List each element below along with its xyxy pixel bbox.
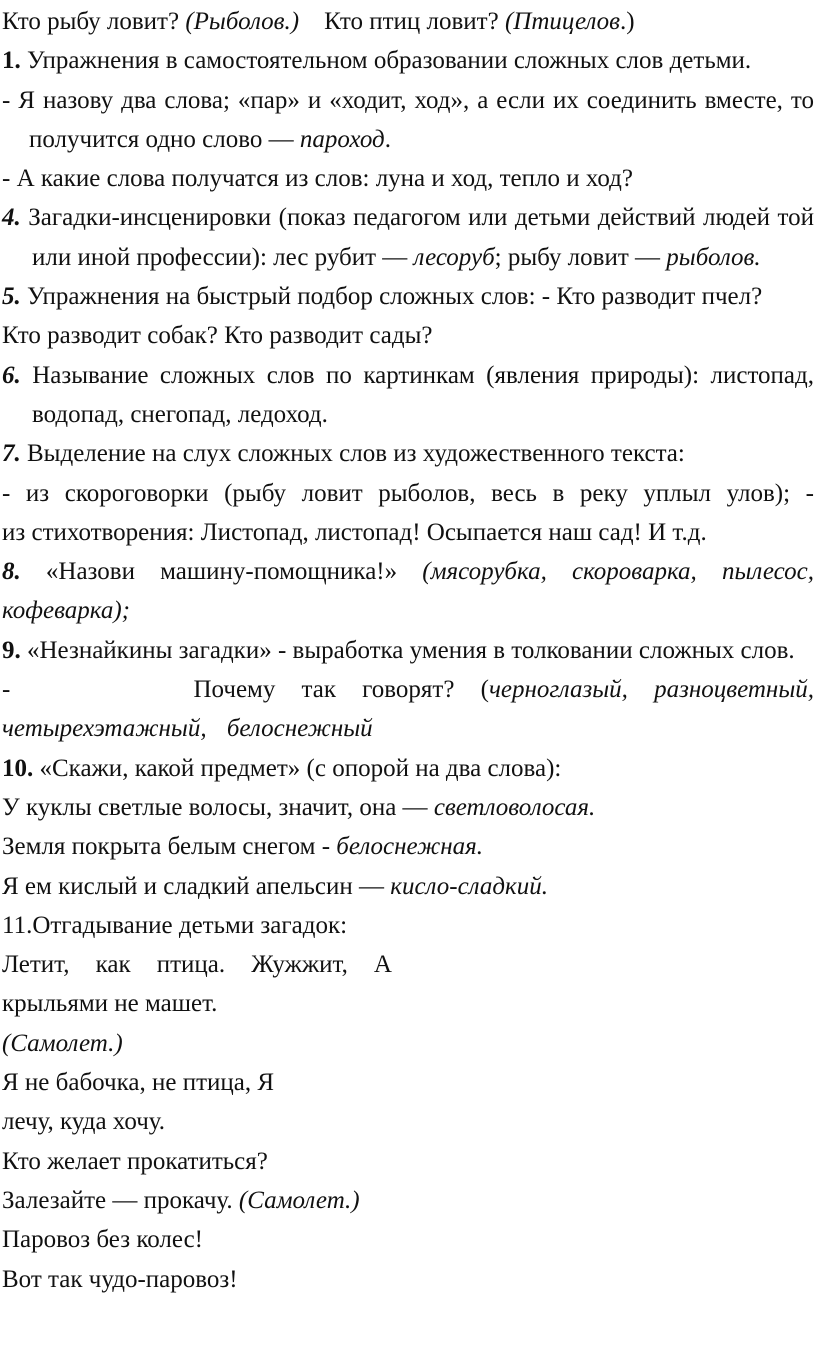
riddle-text: Кто желает прокатиться? <box>2 1147 268 1175</box>
paragraph <box>2 906 814 945</box>
punctuation: .) <box>620 8 635 35</box>
paragraph <box>2 513 814 552</box>
emphasis-text: светловолосая <box>433 793 589 821</box>
item-number: 5. <box>2 283 21 311</box>
punctuation: . <box>588 793 596 821</box>
paragraph <box>2 316 814 355</box>
numbered-item-4 <box>2 198 814 277</box>
item-text: ; рыбу ловит — <box>494 243 667 271</box>
riddle-line <box>2 1102 814 1141</box>
paragraph <box>2 159 814 198</box>
dash: - <box>2 676 11 704</box>
emphasis-text: белоснежная <box>336 833 477 861</box>
numbered-item-5 <box>2 277 814 316</box>
riddle-line <box>2 984 814 1023</box>
numbered-item-6 <box>2 356 814 435</box>
item-number: 8. <box>2 558 21 586</box>
item-text: Загадки-инсценировки (показ педагогом или детьми действий людей той или иной профессии): лес рубит — <box>28 204 814 271</box>
emphasis-text: черноглазый, разноцветный, четырехэтажный, белоснежный <box>2 676 815 743</box>
item-text: «Назови машину-помощника!» <box>20 558 423 586</box>
paragraph-text: Почему так говорят? ( <box>193 676 489 704</box>
punctuation: . <box>476 833 484 861</box>
riddle-answer <box>2 1024 814 1063</box>
item-number: 7. <box>2 440 21 468</box>
paragraph-text: Кто разводит собак? Кто разводит сады? <box>2 322 433 350</box>
answer-text: (Самолет.) <box>2 1029 123 1057</box>
riddle-text: крыльями не машет. <box>2 990 218 1018</box>
item-number: 9. <box>2 636 21 664</box>
punctuation: . <box>384 125 391 153</box>
emphasis-text: рыболов <box>666 243 755 271</box>
numbered-item-8 <box>2 552 814 631</box>
punctuation: . <box>541 872 548 900</box>
paragraph-text: - А какие слова получатся из слов: луна и ход, тепло и ход? <box>2 165 633 193</box>
riddle-line <box>2 1142 814 1181</box>
paragraph-text: - из скороговорки (рыбу ловит рыболов, весь в реку уплыл улов); - <box>2 479 814 507</box>
riddle-line <box>2 1181 814 1220</box>
paragraph-text: из стихотворения: Листопад, листопад! Осыпается наш сад! И т.д. <box>2 518 707 546</box>
emphasis-text: пароход <box>299 125 385 153</box>
item-text: Называние сложных слов по картинкам (явления природы): листопад, водопад, снегопад, ледоход. <box>32 361 814 428</box>
answer-text: (Самолет.) <box>238 1186 360 1214</box>
item-text: Выделение на слух сложных слов из художественного текста: <box>27 440 685 468</box>
paragraph <box>2 788 814 827</box>
item-number: 1. <box>2 47 21 75</box>
paragraph-text: 11.Отгадывание детьми загадок: <box>2 911 348 939</box>
numbered-item-1 <box>2 41 814 80</box>
item-text: «Скажи, какой предмет» (с опорой на два слова): <box>33 754 562 782</box>
paragraph-text: - Я назову два слова; «пар» и «ходит, ход», а если их соединить вместе, то получится одно слово — <box>2 86 814 153</box>
answer-text: (Птицелов <box>504 8 621 35</box>
riddle-text: Летит, как птица. Жужжит, А <box>2 951 392 979</box>
paragraph <box>2 474 814 513</box>
riddle-text: Вот так чудо-паровоз! <box>2 1265 238 1293</box>
paragraph <box>2 670 814 749</box>
paragraph-text: У куклы светлые волосы, значит, она — <box>2 793 434 821</box>
item-number: 10. <box>2 754 34 782</box>
emphasis-text: (мясорубка, скороварка, пылесос, кофеварка); <box>2 558 815 625</box>
answer-text: (Рыболов.) <box>185 8 300 35</box>
question-text: Кто птиц ловит? <box>324 8 505 35</box>
riddle-text: Я не бабочка, не птица, Я <box>2 1069 275 1097</box>
item-text: Упражнения на быстрый подбор сложных слов: - Кто разводит пчел? <box>27 283 763 311</box>
riddle-text: лечу, куда хочу. <box>2 1108 166 1136</box>
riddle-text: Залезайте — прокачу. <box>2 1186 239 1214</box>
numbered-item-9 <box>2 631 814 670</box>
punctuation: . <box>754 243 761 271</box>
item-number: 4. <box>2 204 21 232</box>
item-number: 6. <box>2 361 21 389</box>
paragraph <box>2 827 814 866</box>
question-line <box>2 2 814 41</box>
emphasis-text: лесоруб <box>413 243 495 271</box>
paragraph-text: Земля покрыта белым снегом - <box>2 833 337 861</box>
riddle-line <box>2 1220 814 1259</box>
item-text: «Незнайкины загадки» - выработка умения в толковании сложных слов. <box>20 636 795 664</box>
question-text: Кто рыбу ловит? <box>2 8 186 35</box>
item-text: Упражнения в самостоятельном образовании сложных слов детьми. <box>27 47 752 75</box>
emphasis-text: кисло-сладкий <box>390 872 542 900</box>
paragraph <box>2 867 814 906</box>
riddle-line <box>2 1260 814 1299</box>
riddle-text: Паровоз без колес! <box>2 1226 203 1254</box>
numbered-item-7 <box>2 434 814 473</box>
riddle-line <box>2 945 392 984</box>
riddle-line <box>2 1063 814 1102</box>
numbered-item-10 <box>2 749 814 788</box>
paragraph-text: Я ем кислый и сладкий апельсин — <box>2 872 391 900</box>
paragraph <box>2 81 814 160</box>
